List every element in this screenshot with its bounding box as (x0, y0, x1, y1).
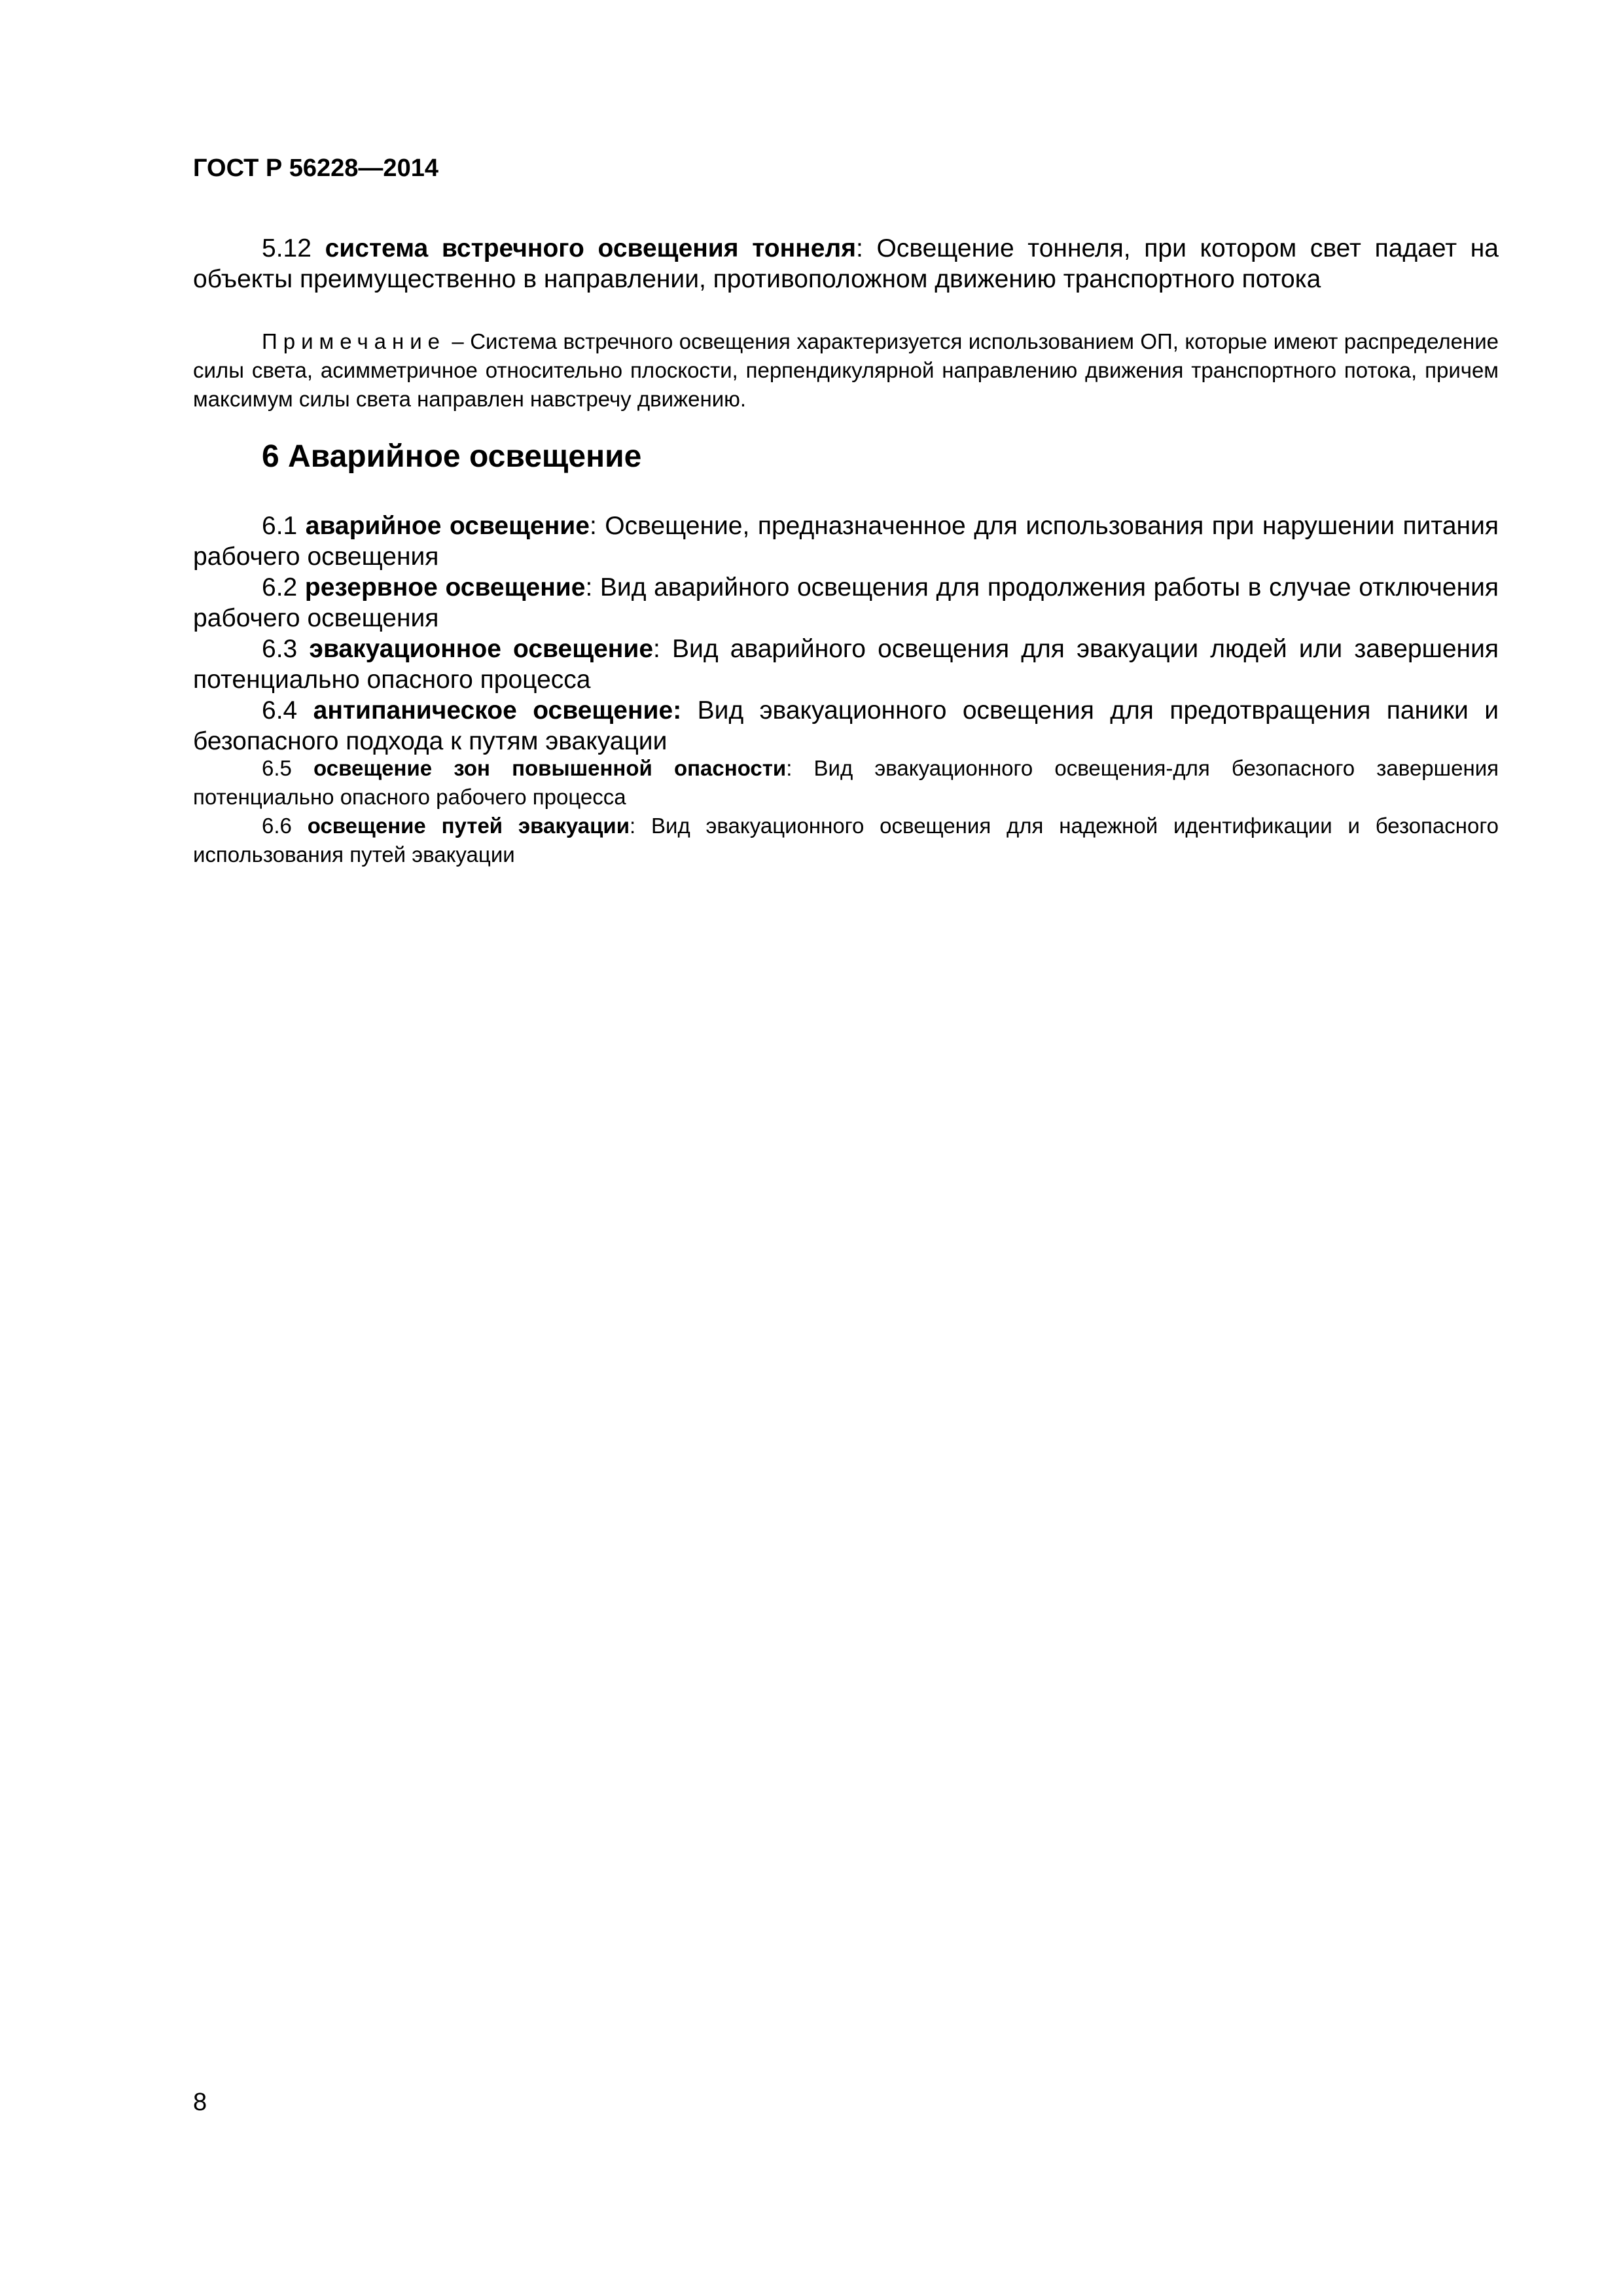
term-number: 6.2 (262, 573, 298, 601)
term-number: 6.1 (262, 512, 298, 540)
term-definition: : Вид аварийного освещения для продолжения работы в случае отключения рабочего освещения (193, 573, 1499, 632)
note-block (193, 327, 1499, 414)
term-6-1 (193, 511, 1499, 572)
term-number: 6.6 (262, 814, 292, 838)
term-number: 6.5 (262, 756, 292, 780)
term-title: антипаническое освещение: (313, 696, 682, 725)
term-6-2 (193, 572, 1499, 634)
term-definition: : Вид аварийного освещения для эвакуации людей или завершения потенциально опасного процесса (193, 635, 1499, 694)
term-definition: : Освещение, предназначенное для использования при нарушении питания рабочего освещения (193, 512, 1499, 571)
term-6-6 (193, 812, 1499, 869)
section-6-heading: 6 Аварийное освещение (262, 439, 642, 474)
term-title: резервное освещение (304, 573, 586, 601)
term-title: освещение зон повышенной опасности (313, 756, 787, 780)
section-6-terms-small (193, 754, 1499, 869)
document-header-id: ГОСТ Р 56228—2014 (193, 154, 438, 182)
term-title: эвакуационное освещение (309, 635, 654, 663)
term-5-12-paragraph (193, 233, 1499, 295)
term-title: система встречного освещения тоннеля (325, 234, 856, 262)
term-6-5 (193, 754, 1499, 812)
term-definition: : Вид эвакуационного освещения-для безопасного завершения потенциально опасного рабочего процесса (193, 756, 1499, 809)
note-label: Примечание (262, 329, 446, 353)
term-number: 6.3 (262, 635, 298, 663)
term-definition: Вид эвакуационного освещения для предотвращения паники и безопасного подхода к путям эвакуации (193, 696, 1499, 755)
section-6-terms-large (193, 511, 1499, 757)
term-title: освещение путей эвакуации (307, 814, 630, 838)
term-number: 6.4 (262, 696, 298, 725)
term-6-3 (193, 634, 1499, 695)
note-paragraph (193, 327, 1499, 414)
note-text: – Система встречного освещения характеризуется использованием ОП, которые имеют распределение силы света, асимметричное относительно плоскости, перпендикулярной направлению движения транспортного потока, причем максимум силы света направлен навстречу движению. (193, 329, 1499, 411)
term-5-12 (193, 233, 1499, 295)
term-6-4 (193, 695, 1499, 757)
page-number: 8 (193, 2089, 207, 2116)
term-title: аварийное освещение (305, 512, 590, 540)
term-definition: : Вид эвакуационного освещения для надежной идентификации и безопасного использования путей эвакуации (193, 814, 1499, 867)
term-definition: : Освещение тоннеля, при котором свет падает на объекты преимущественно в направлении, противоположном движению транспортного потока (193, 234, 1499, 293)
term-number: 5.12 (262, 234, 312, 262)
